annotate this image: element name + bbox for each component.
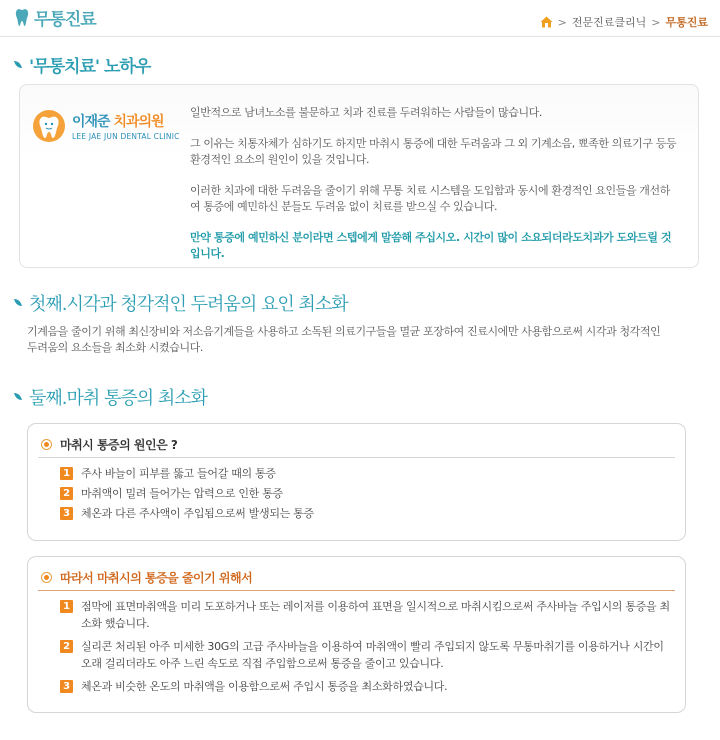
list-item — [60, 465, 670, 482]
chevron-right-icon: > — [557, 15, 567, 29]
list-item — [60, 638, 670, 672]
panel-list — [60, 465, 670, 522]
clinic-name-part-a: 이재준 — [72, 114, 114, 130]
number-badge-icon: 1 — [60, 600, 73, 613]
home-icon[interactable] — [540, 16, 553, 28]
number-badge-icon: 2 — [60, 640, 73, 653]
intro-paragraph: 일반적으로 남녀노소를 불문하고 치과 진료를 두려워하는 사람들이 많습니다. — [190, 106, 543, 119]
section-first-text: 기계음을 줄이기 위해 최신장비와 저소음기계들을 사용하고 소독된 의료기구들을 멸균 포장하여 진료시에만 사용함으로써 시각과 청각적인 두려움의 요소들을 최소화 시켰습니다. — [27, 325, 661, 354]
clinic-logo — [32, 109, 180, 143]
section-title-knowhow — [13, 52, 150, 77]
clinic-name-english: LEE JAE JUN DENTAL CLINIC — [72, 132, 180, 141]
section-title-text: 둘째.마취 통증의 최소화 — [29, 388, 208, 409]
list-item-text: 마취액이 밀려 들어가는 압력으로 인한 통증 — [81, 487, 283, 500]
number-badge-icon: 3 — [60, 680, 73, 693]
section-title-second — [13, 384, 207, 410]
intro-text — [190, 105, 680, 277]
section-title-text: '무통치료' 노하우 — [29, 57, 151, 77]
panel-heading-text: 마취시 통증의 원인은 ? — [60, 438, 178, 452]
panel-pain-reduction — [27, 556, 686, 713]
intro-paragraph: 이러한 치과에 대한 두려움을 줄이기 위해 무통 치료 시스템을 도입함과 동시에 환경적인 요인들을 개선하여 통증에 예민하신 분들도 두려움 없이 치료를 받으실 수 있습니다. — [190, 184, 670, 213]
panel-heading — [38, 565, 675, 591]
breadcrumb-item-current: 무통진료 — [665, 16, 708, 29]
clinic-name-korean — [72, 111, 180, 131]
panel-pain-causes — [27, 423, 686, 541]
list-item-text: 점막에 표면마취액을 미리 도포하거나 또는 레이저를 이용하여 표면을 일시적으로 마취시킴으로써 주사바늘 주입시의 통증을 최소화 했습니다. — [81, 600, 670, 630]
leaf-bullet-icon — [13, 298, 23, 308]
list-item — [60, 505, 670, 522]
list-item-text: 체온과 다른 주사액이 주입됨으로써 발생되는 통증 — [81, 507, 314, 520]
clinic-name-part-b: 치과의원 — [113, 114, 164, 130]
list-item — [60, 485, 670, 502]
section-title-first — [13, 290, 348, 316]
list-item-text: 체온과 비슷한 온도의 마취액을 이용함으로써 주입시 통증을 최소화하였습니다. — [81, 680, 448, 693]
circle-bullet-icon — [41, 439, 52, 450]
breadcrumb-item-clinic[interactable]: 전문진료클리닉 — [571, 16, 647, 29]
page-header — [0, 0, 720, 37]
breadcrumb — [540, 14, 708, 30]
tooth-logo-icon — [32, 109, 66, 143]
circle-bullet-icon — [41, 572, 52, 583]
list-item-text: 실리콘 처리된 아주 미세한 30G의 고급 주사바늘을 이용하여 마취액이 빨리 주입되지 않도록 무통마취기를 이용하거나 시간이 오래 걸리더라도 아주 느린 속도로 직접 주입함으로써 통증을 줄이고 있습니다. — [81, 640, 664, 670]
intro-paragraph: 그 이유는 치통자체가 심하기도 하지만 마취시 통증에 대한 두려움과 그 외 기계소음, 뾰족한 의료기구 등등 환경적인 요소의 원인이 있을 것입니다. — [190, 137, 677, 166]
page-title — [14, 5, 96, 30]
page-title-text: 무통진료 — [34, 10, 96, 30]
list-item — [60, 598, 670, 632]
leaf-bullet-icon — [13, 392, 23, 402]
section-title-text: 첫째.시각과 청각적인 두려움의 요인 최소화 — [29, 294, 348, 315]
panel-list — [60, 598, 670, 695]
intro-highlight-paragraph: 만약 통증에 예민하신 분이라면 스텝에게 말씀해 주십시오. 시간이 많이 소요되더라도치과가 도와드릴 것입니다. — [190, 231, 672, 260]
panel-heading-text: 따라서 마취시의 통증을 줄이기 위해서 — [60, 571, 253, 585]
list-item-text: 주사 바늘이 피부를 뚫고 들어갈 때의 통증 — [81, 467, 276, 480]
list-item — [60, 678, 670, 695]
panel-heading — [38, 432, 675, 458]
number-badge-icon: 1 — [60, 467, 73, 480]
leaf-bullet-icon — [13, 60, 23, 70]
number-badge-icon: 3 — [60, 507, 73, 520]
intro-box — [19, 84, 699, 268]
tooth-icon — [14, 8, 30, 28]
number-badge-icon: 2 — [60, 487, 73, 500]
chevron-right-icon: > — [651, 15, 661, 29]
